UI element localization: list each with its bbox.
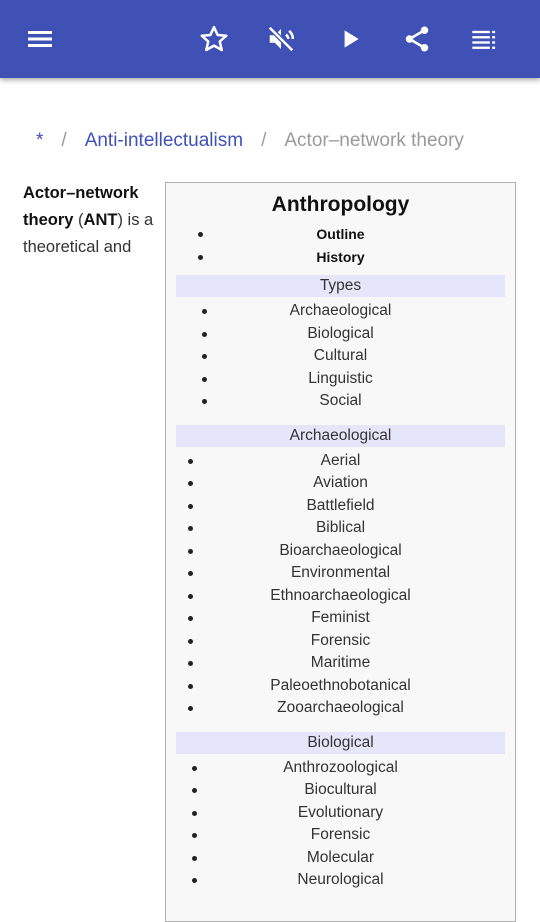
infobox-section <box>166 732 515 892</box>
breadcrumb-separator: / <box>261 130 267 151</box>
infobox-link[interactable] <box>166 540 515 563</box>
share-button[interactable] <box>397 19 437 59</box>
infobox-link[interactable] <box>166 824 515 847</box>
infobox-link[interactable] <box>166 869 515 892</box>
infobox-link-label: Linguistic <box>308 369 373 387</box>
infobox-section-heading: Archaeological <box>176 425 505 447</box>
bullet-icon <box>202 377 207 382</box>
bullet-icon <box>188 526 193 531</box>
bullet-icon <box>188 504 193 509</box>
star-icon <box>199 24 229 54</box>
bullet-icon <box>188 616 193 621</box>
infobox-link-label: Evolutionary <box>297 803 384 821</box>
infobox-link-label: Feminist <box>311 609 370 626</box>
bullet-icon <box>202 399 207 404</box>
bullet-icon <box>188 549 193 554</box>
breadcrumb-separator: / <box>61 130 67 151</box>
bullet-icon <box>188 706 193 711</box>
infobox-link-label: Neurological <box>297 871 384 888</box>
bullet-icon <box>188 594 193 599</box>
infobox-link[interactable] <box>166 802 515 825</box>
volume-off-icon <box>266 24 296 54</box>
infobox-link-label: Cultural <box>313 347 368 364</box>
infobox-link[interactable] <box>166 390 515 413</box>
infobox-section <box>166 425 515 720</box>
infobox-link[interactable] <box>166 652 515 675</box>
infobox-link-label: History <box>316 248 365 265</box>
infobox-link[interactable] <box>166 697 515 720</box>
breadcrumb <box>36 128 464 154</box>
infobox-link[interactable] <box>166 345 515 368</box>
infobox-link-label: Maritime <box>310 654 371 671</box>
bullet-icon <box>192 856 197 861</box>
infobox-section-heading: Biological <box>176 732 505 754</box>
infobox-section <box>166 275 515 413</box>
infobox-title: Anthropology <box>271 193 410 216</box>
bullet-icon <box>192 833 197 838</box>
bullet-icon <box>202 309 207 314</box>
bullet-icon <box>198 232 203 237</box>
infobox-link-label: Environmental <box>290 564 391 581</box>
bullet-icon <box>192 766 197 771</box>
infobox-link-label: Aerial <box>320 451 361 469</box>
bullet-icon <box>188 481 193 486</box>
play-icon <box>337 26 363 52</box>
bullet-icon <box>188 639 193 644</box>
infobox-link-label: Anthrozoological <box>283 758 398 776</box>
infobox-link-label: Biological <box>307 324 374 342</box>
infobox-link-label: Forensic <box>310 631 371 649</box>
infobox-link[interactable] <box>166 630 515 653</box>
infobox-link[interactable] <box>166 323 515 346</box>
infobox-link[interactable] <box>166 585 515 608</box>
infobox-link[interactable] <box>166 368 515 391</box>
playlist-button[interactable] <box>464 19 504 59</box>
bullet-icon <box>188 661 193 666</box>
article-intro <box>23 180 158 261</box>
infobox-link-label: Outline <box>316 226 365 242</box>
favorite-button[interactable] <box>194 19 234 59</box>
bullet-icon <box>202 354 207 359</box>
infobox-link-label: Biocultural <box>304 781 377 798</box>
mute-button[interactable] <box>261 19 301 59</box>
infobox-section-heading: Types <box>176 275 505 297</box>
infobox-link[interactable] <box>166 779 515 802</box>
bullet-icon <box>188 571 193 576</box>
infobox-link-label: Social <box>319 392 362 409</box>
infobox-link[interactable] <box>166 246 515 269</box>
intro-paren: ( <box>73 211 84 229</box>
infobox-link[interactable] <box>166 472 515 495</box>
infobox-link[interactable] <box>166 675 515 698</box>
app-toolbar <box>0 0 540 78</box>
anthropology-infobox <box>165 182 516 922</box>
bullet-icon <box>192 811 197 816</box>
infobox-section-list <box>166 450 515 720</box>
menu-button[interactable] <box>20 19 60 59</box>
bullet-icon <box>202 332 207 337</box>
infobox-section-list <box>166 757 515 892</box>
infobox-link[interactable] <box>166 517 515 540</box>
infobox-link-label: Ethnoarchaeological <box>270 586 411 604</box>
infobox-link[interactable] <box>166 450 515 473</box>
infobox-link-label: Forensic <box>310 826 371 843</box>
infobox-link-label: Archaeological <box>289 302 392 319</box>
intro-text: ) is a theoretical and <box>23 211 154 256</box>
playlist-icon <box>470 25 498 53</box>
infobox-link-label: Battlefield <box>306 496 375 514</box>
infobox-link-label: Paleoethnobotanical <box>270 676 411 694</box>
bullet-icon <box>192 878 197 883</box>
bullet-icon <box>198 255 203 260</box>
infobox-link[interactable] <box>166 757 515 780</box>
infobox-link[interactable] <box>166 847 515 870</box>
bullet-icon <box>188 684 193 689</box>
share-icon <box>402 24 432 54</box>
article-abbr: ANT <box>83 211 118 229</box>
bullet-icon <box>192 788 197 793</box>
breadcrumb-parent-link[interactable]: Anti-intellectualism <box>84 130 244 151</box>
infobox-link-label: Zooarchaeological <box>277 699 404 716</box>
infobox-link[interactable] <box>166 495 515 518</box>
article-term: Actor–network theory <box>23 184 139 229</box>
infobox-top-links <box>166 223 515 268</box>
infobox-link-label: Aviation <box>313 474 368 491</box>
infobox-link[interactable] <box>166 223 515 246</box>
infobox-link-label: Bioarchaeological <box>279 541 402 559</box>
infobox-section-list <box>166 300 515 413</box>
infobox-link-label: Biblical <box>315 519 366 536</box>
infobox-link[interactable] <box>166 607 515 630</box>
bullet-icon <box>188 459 193 464</box>
breadcrumb-home-link[interactable]: * <box>36 130 44 151</box>
menu-icon <box>26 25 54 53</box>
play-button[interactable] <box>330 19 370 59</box>
infobox-link[interactable] <box>166 562 515 585</box>
breadcrumb-current: Actor–network theory <box>284 130 464 151</box>
infobox-link[interactable] <box>166 300 515 323</box>
infobox-link-label: Molecular <box>306 848 375 866</box>
